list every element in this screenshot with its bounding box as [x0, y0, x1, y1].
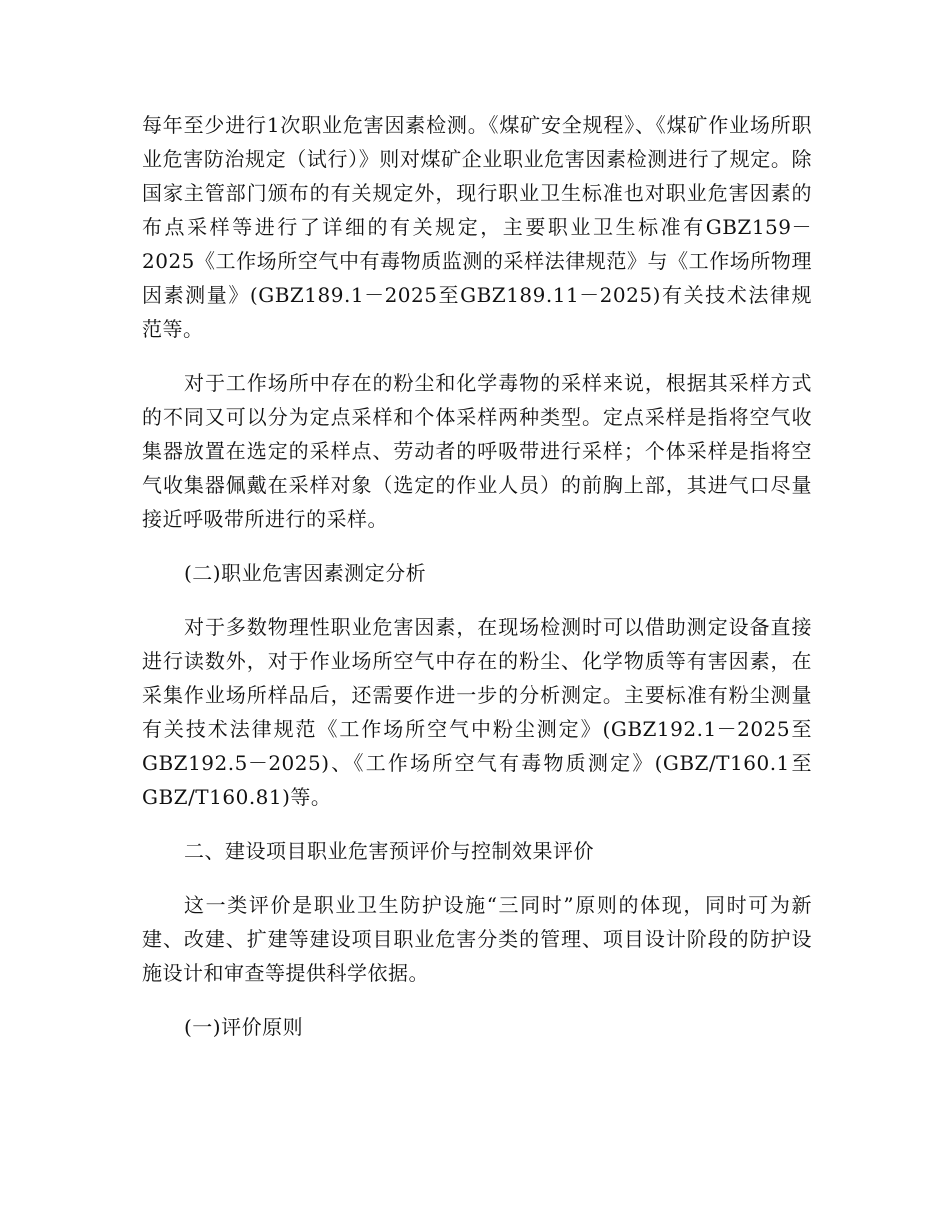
document-body [142, 108, 812, 1064]
paragraph-sampling-types: 对于工作场所中存在的粉尘和化学毒物的采样来说，根据其采样方式的不同又可以分为定点采样和个体采样两种类型。定点采样是指将空气收集器放置在选定的采样点、劳动者的呼吸带进行采样；个体采样是指将空气收集器佩戴在采样对象（选定的作业人员）的前胸上部，其进气口尽量接近呼吸带所进行的采样。 [142, 371, 812, 531]
section-heading-measurement-analysis: (二)职业危害因素测定分析 [184, 561, 427, 585]
paragraph-three-simultaneous: 这一类评价是职业卫生防护设施“三同时”原则的体现，同时可为新建、改建、扩建等建设项目职业危害分类的管理、项目设计阶段的防护设施设计和审查等提供科学依据。 [142, 893, 812, 985]
section-heading-project-evaluation: 二、建设项目职业危害预评价与控制效果评价 [184, 839, 594, 863]
paragraph-measurement-standards: 对于多数物理性职业危害因素，在现场检测时可以借助测定设备直接进行读数外，对于作业场所空气中存在的粉尘、化学物质等有害因素，在采集作业场所样品后，还需要作进一步的分析测定。主要标准有粉尘测量有关技术法律规范《工作场所空气中粉尘测定》(GBZ192.1－2025至GBZ192.5－2025)、《工作场所空气有毒物质测定》(GBZ/T160.1至GBZ/T160.81)等。 [142, 615, 812, 809]
paragraph-detection-regulations: 每年至少进行1次职业危害因素检测。《煤矿安全规程》、《煤矿作业场所职业危害防治规定（试行）》则对煤矿企业职业危害因素检测进行了规定。除国家主管部门颁布的有关规定外，现行职业卫生标准也对职业危害因素的布点采样等进行了详细的有关规定，主要职业卫生标准有GBZ159－2025《工作场所空气中有毒物质监测的采样法律规范》与《工作场所物理因素测量》(GBZ189.1－2025至GBZ189.11－2025)有关技术法律规范等。 [142, 113, 812, 341]
section-heading-evaluation-principles: (一)评价原则 [184, 1015, 304, 1039]
